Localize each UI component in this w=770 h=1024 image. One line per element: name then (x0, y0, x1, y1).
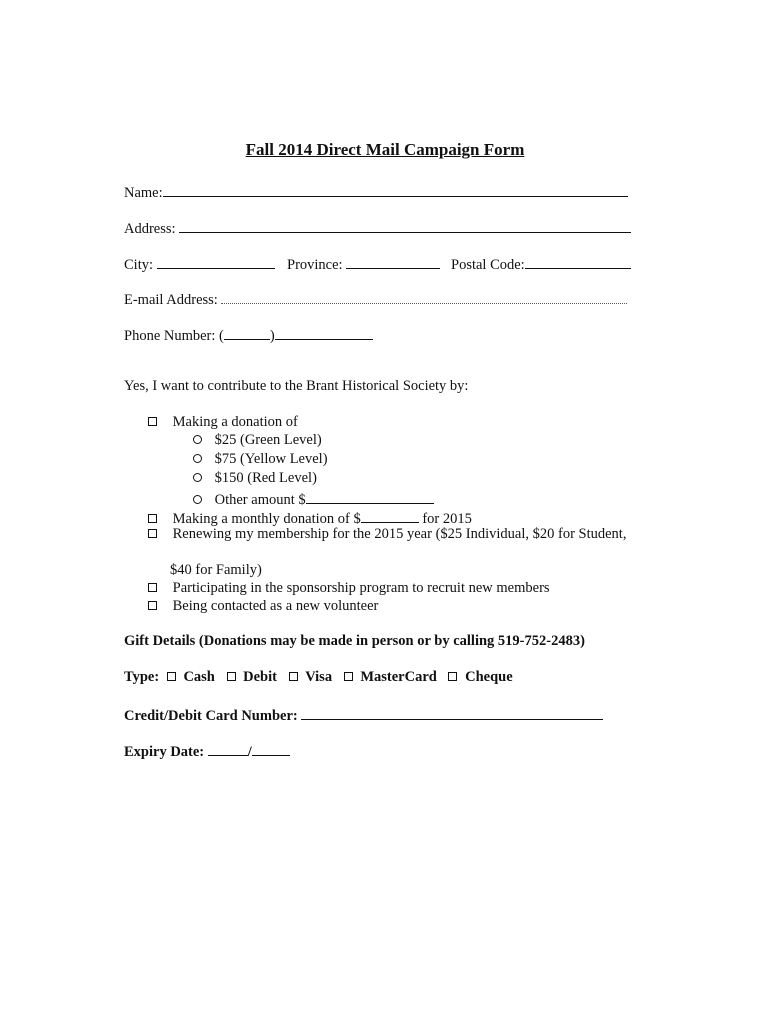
email-label: E-mail Address: (124, 292, 218, 308)
card-number-row (124, 705, 603, 725)
level-radio[interactable] (193, 473, 202, 482)
phone-close-paren: ) (269, 328, 275, 344)
donation-option (148, 414, 298, 431)
phone-number-field[interactable] (275, 325, 373, 340)
email-field[interactable] (221, 289, 627, 304)
sponsorship-option (148, 580, 550, 597)
payment-type-label: Type: (124, 669, 160, 685)
renew-label-cont: $40 for Family) (170, 562, 262, 578)
donation-label: Making a donation of (172, 414, 298, 430)
expiry-month-field[interactable] (208, 741, 248, 756)
card-number-field[interactable] (301, 705, 603, 720)
visa-checkbox[interactable] (289, 672, 298, 681)
donation-checkbox[interactable] (148, 417, 157, 426)
cheque-label: Cheque (465, 669, 513, 685)
address-row (124, 218, 631, 238)
province-label: Province: (287, 257, 343, 273)
postal-code-field[interactable] (525, 254, 631, 269)
sponsorship-checkbox[interactable] (148, 583, 157, 592)
volunteer-label: Being contacted as a new volunteer (172, 598, 379, 614)
level-radio[interactable] (193, 454, 202, 463)
visa-label: Visa (305, 669, 333, 685)
monthly-label: Making a monthly donation of $ (172, 511, 361, 527)
volunteer-checkbox[interactable] (148, 601, 157, 610)
phone-area-code-field[interactable] (224, 325, 270, 340)
expiry-label: Expiry Date: (124, 744, 208, 760)
level-label: $25 (Green Level) (214, 432, 322, 448)
monthly-suffix: for 2015 (418, 511, 472, 527)
province-field[interactable] (346, 254, 440, 269)
expiry-row (124, 741, 290, 761)
card-number-label: Credit/Debit Card Number: (124, 708, 302, 724)
expiry-separator: / (247, 744, 252, 760)
expiry-year-field[interactable] (252, 741, 290, 756)
postal-row (451, 254, 631, 274)
phone-label: Phone Number: ( (124, 328, 224, 344)
gift-details-heading: Gift Details (Donations may be made in person or by calling 519-752-2483) (124, 633, 585, 649)
name-row (124, 182, 628, 202)
city-field[interactable] (157, 254, 275, 269)
address-label: Address: (124, 221, 176, 237)
other-amount-option (193, 489, 434, 509)
level-option (193, 451, 328, 468)
renew-option (148, 526, 626, 543)
phone-row (124, 325, 373, 345)
level-option (193, 432, 322, 449)
name-label: Name: (124, 185, 163, 201)
level-option (193, 470, 317, 487)
other-amount-field[interactable] (306, 489, 434, 504)
province-row (287, 254, 440, 274)
cheque-checkbox[interactable] (448, 672, 457, 681)
monthly-checkbox[interactable] (148, 514, 157, 523)
postal-code-label: Postal Code: (451, 257, 525, 273)
name-field[interactable] (163, 182, 628, 197)
address-field[interactable] (179, 218, 631, 233)
debit-label: Debit (243, 669, 277, 685)
contribute-intro: Yes, I want to contribute to the Brant Historical Society by: (124, 378, 469, 394)
debit-checkbox[interactable] (227, 672, 236, 681)
cash-checkbox[interactable] (167, 672, 176, 681)
renew-label: Renewing my membership for the 2015 year ($25 Individual, $20 for Student, (172, 526, 627, 542)
level-label: $75 (Yellow Level) (214, 451, 328, 467)
email-row (124, 289, 627, 309)
renew-checkbox[interactable] (148, 529, 157, 538)
sponsorship-label: Participating in the sponsorship program to recruit new members (172, 580, 550, 596)
city-row (124, 254, 275, 274)
city-label: City: (124, 257, 154, 273)
level-radio[interactable] (193, 435, 202, 444)
payment-type-row (124, 669, 513, 686)
level-label: $150 (Red Level) (214, 470, 317, 486)
other-amount-label: Other amount $ (214, 492, 306, 508)
other-amount-radio[interactable] (193, 495, 202, 504)
mastercard-label: MasterCard (360, 669, 437, 685)
volunteer-option (148, 598, 378, 615)
monthly-amount-field[interactable] (361, 508, 419, 523)
form-title: Fall 2014 Direct Mail Campaign Form (245, 140, 525, 159)
mastercard-checkbox[interactable] (344, 672, 353, 681)
monthly-option (148, 508, 472, 528)
cash-label: Cash (183, 669, 215, 685)
